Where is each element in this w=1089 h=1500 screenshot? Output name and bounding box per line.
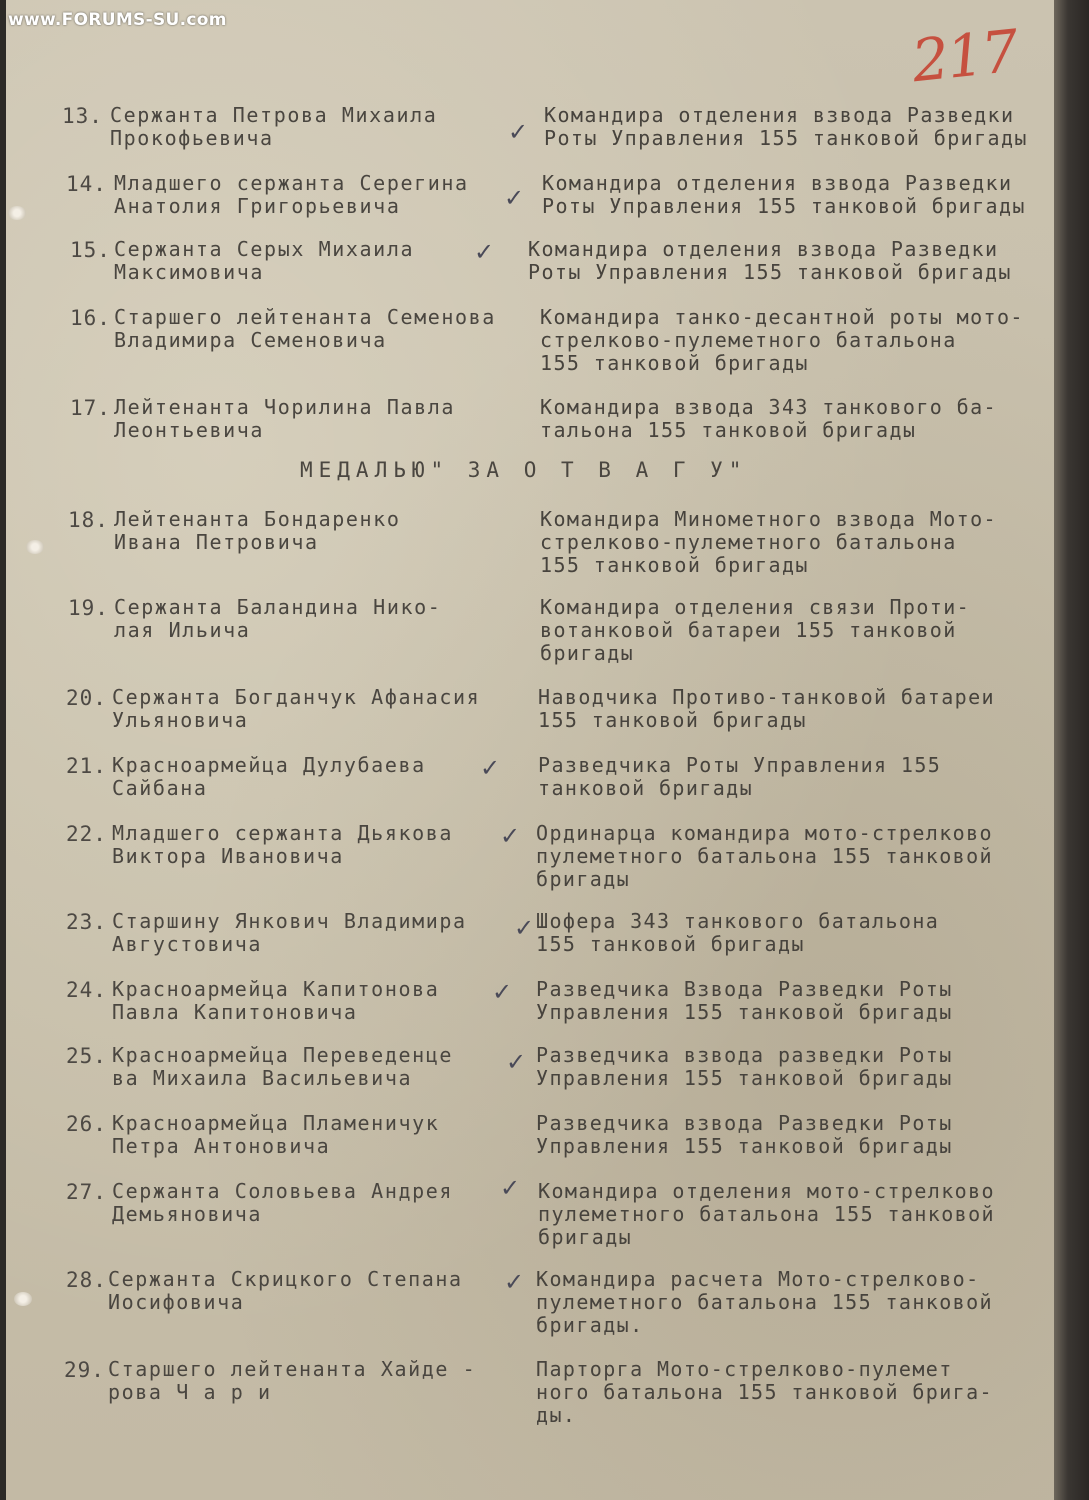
entry-number: 21. — [66, 754, 107, 778]
check-mark-icon: ✓ — [504, 184, 525, 212]
entry-name: Сержанта Баландина Нико- лая Ильича — [114, 595, 442, 642]
entry-name: Красноармейца Переведенце ва Михаила Васильевича — [112, 1043, 454, 1090]
entry-number: 24. — [66, 978, 107, 1002]
entry-position: Командира взвода 343 танкового ба- тальона 155 танковой бригады — [540, 395, 997, 442]
entry-name: Лейтенанта Чорилина Павла Леонтьевича — [114, 395, 456, 442]
handwritten-page-number: 217 — [908, 16, 1020, 96]
check-mark-icon: ✓ — [514, 914, 535, 942]
entry-number: 23. — [66, 910, 107, 934]
entry-number: 28. — [66, 1268, 107, 1292]
entry-name: Красноармейца Пламеничук Петра Антоновича — [112, 1111, 440, 1158]
entry-position: Разведчика Роты Управления 155 танковой бригады — [538, 753, 942, 800]
check-mark-icon: ✓ — [480, 754, 501, 782]
entry-number: 13. — [62, 104, 103, 128]
entry-number: 29. — [64, 1358, 105, 1382]
entry-position: Шофера 343 танкового батальона 155 танковой бригады — [536, 909, 940, 956]
entry-number: 14. — [66, 172, 107, 196]
entry-name: Сержанта Петрова Михаила Прокофьевича — [110, 103, 438, 150]
entry-name: Сержанта Серых Михаила Максимовича — [114, 237, 415, 284]
entry-name: Старшего лейтенанта Семенова Владимира Семеновича — [114, 305, 496, 352]
binding-hole — [8, 206, 26, 220]
entry-position: Командира Минометного взвода Мото- стрелково-пулеметного батальона 155 танковой бригады — [540, 507, 997, 577]
entry-name: Сержанта Соловьева Андрея Демьяновича — [112, 1179, 454, 1226]
entry-position: Разведчика взвода разведки Роты Управления 155 танковой бригады — [536, 1043, 953, 1090]
binding-hole — [14, 1292, 32, 1306]
entry-position: Парторга Мото-стрелково-пулемет ного батальона 155 танковой брига- ды. — [536, 1357, 993, 1427]
check-mark-icon: ✓ — [500, 822, 521, 850]
entry-number: 18. — [68, 508, 109, 532]
entry-name: Старшину Янкович Владимира Августовича — [112, 909, 467, 956]
section-heading: МЕДАЛЬЮ" ЗА О Т В А Г У" — [300, 458, 748, 482]
entry-name: Лейтенанта Бондаренко Ивана Петровича — [114, 507, 401, 554]
entry-name: Красноармейца Капитонова Павла Капитоновича — [112, 977, 440, 1024]
entry-name: Младшего сержанта Дьякова Виктора Ивановича — [112, 821, 454, 868]
entry-number: 26. — [66, 1112, 107, 1136]
entry-position: Командира отделения взвода Разведки Роты Управления 155 танковой бригады — [544, 103, 1028, 150]
entry-position: Командира отделения взвода Разведки Роты Управления 155 танковой бригады — [542, 171, 1026, 218]
entry-number: 25. — [66, 1044, 107, 1068]
entry-number: 15. — [70, 238, 111, 262]
entry-name: Красноармейца Дулубаева Сайбана — [112, 753, 426, 800]
entry-position: Ординарца командира мото-стрелково пулеметного батальона 155 танковой бригады — [536, 821, 993, 891]
check-mark-icon: ✓ — [508, 118, 529, 146]
entry-position: Командира отделения мото-стрелково пулеметного батальона 155 танковой бригады — [538, 1179, 995, 1249]
binding-hole — [26, 540, 44, 554]
scan-background-edge — [1054, 0, 1089, 1500]
check-mark-icon: ✓ — [500, 1174, 521, 1202]
check-mark-icon: ✓ — [474, 238, 495, 266]
entry-name: Старшего лейтенанта Хайде - рова Ч а р и — [108, 1357, 477, 1404]
entry-position: Командира танко-десантной роты мото- стрелково-пулеметного батальона 155 танковой бригады — [540, 305, 1024, 375]
entry-number: 17. — [70, 396, 111, 420]
entry-number: 16. — [70, 306, 111, 330]
entry-position: Командира отделения связи Проти- вотанковой батареи 155 танковой бригады — [540, 595, 971, 665]
entry-name: Сержанта Богданчук Афанасия Ульяновича — [112, 685, 481, 732]
entry-position: Командира расчета Мото-стрелково- пулеметного батальона 155 танковой бригады. — [536, 1267, 993, 1337]
entry-number: 20. — [66, 686, 107, 710]
entry-number: 27. — [66, 1180, 107, 1204]
entry-number: 19. — [68, 596, 109, 620]
entry-name: Сержанта Скрицкого Степана Иосифовича — [108, 1267, 463, 1314]
check-mark-icon: ✓ — [492, 978, 513, 1006]
entry-position: Командира отделения взвода Разведки Роты Управления 155 танковой бригады — [528, 237, 1012, 284]
entry-number: 22. — [66, 822, 107, 846]
entry-position: Разведчика взвода Разведки Роты Управления 155 танковой бригады — [536, 1111, 953, 1158]
entry-position: Наводчика Противо-танковой батареи 155 танковой бригады — [538, 685, 995, 732]
entry-position: Разведчика Взвода Разведки Роты Управления 155 танковой бригады — [536, 977, 953, 1024]
check-mark-icon: ✓ — [506, 1048, 527, 1076]
site-watermark: www.FORUMS-SU.com — [8, 10, 227, 30]
entry-name: Младшего сержанта Серегина Анатолия Григорьевича — [114, 171, 469, 218]
check-mark-icon: ✓ — [504, 1268, 525, 1296]
